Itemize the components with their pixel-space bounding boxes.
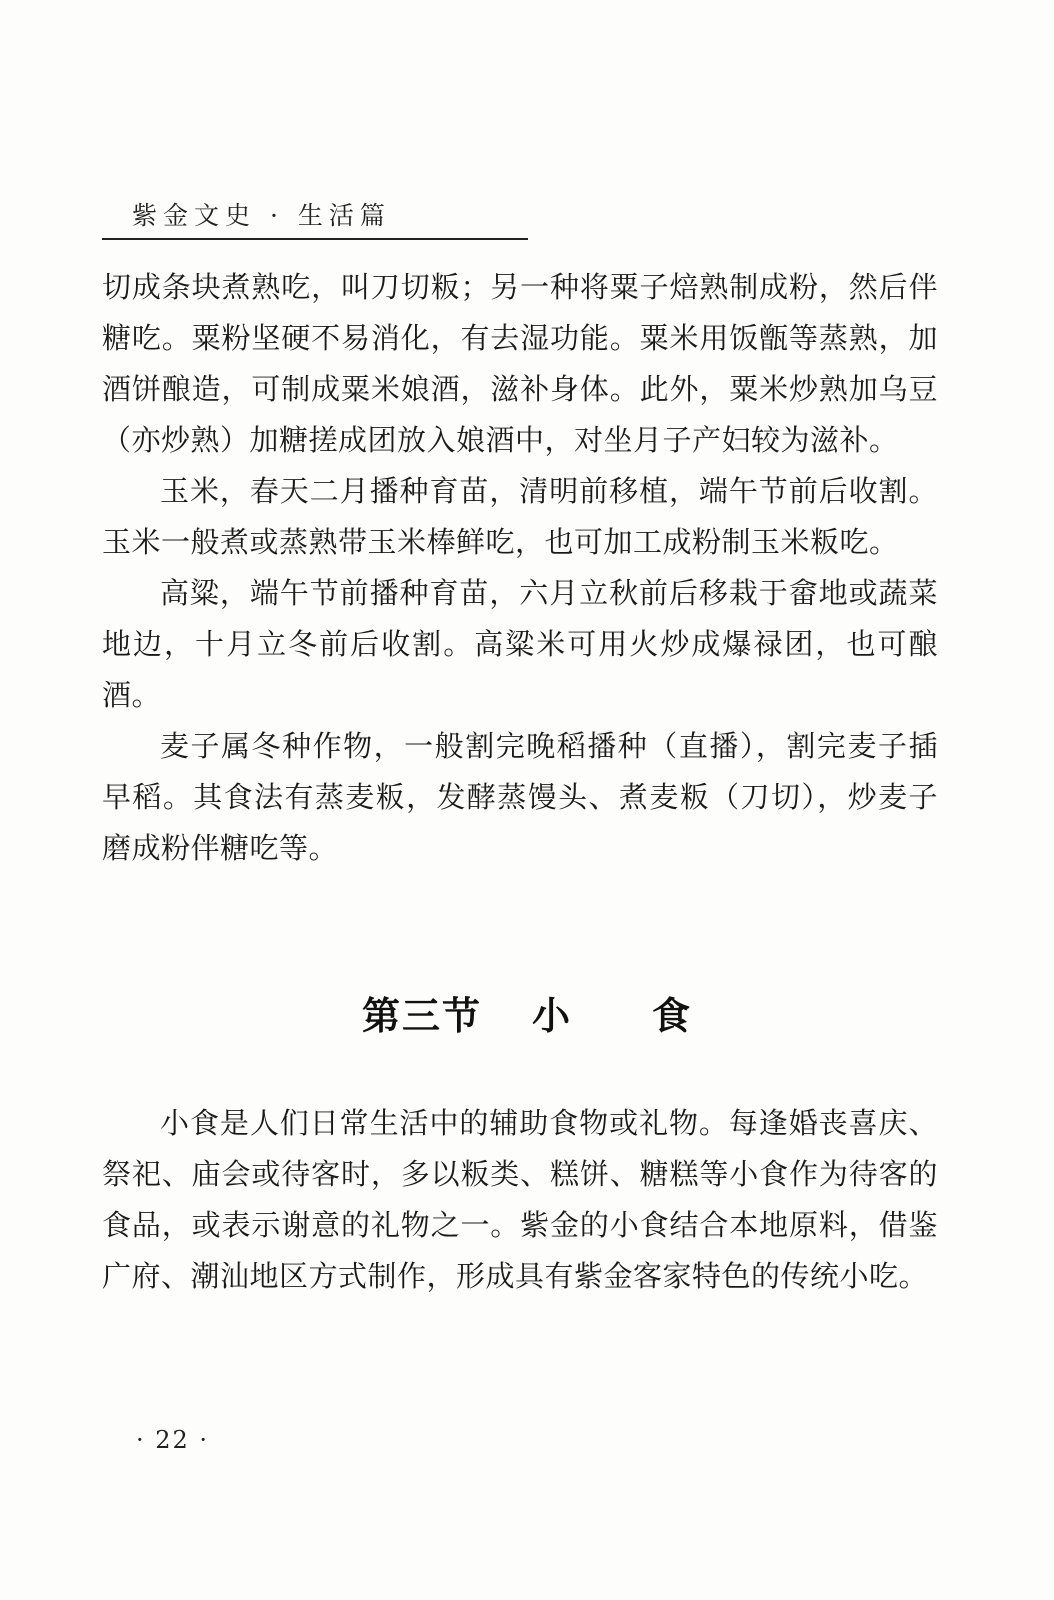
header-rule	[102, 238, 528, 240]
section-heading	[0, 985, 1054, 1040]
running-header: 紫金文史 · 生活篇	[132, 201, 391, 230]
section-heading-number: 第三节	[361, 994, 482, 1038]
paragraph-corn: 玉米，春天二月播种育苗，清明前移植，端午节前后收割。玉米一般煮或蒸熟带玉米棒鲜吃，也可加工成粉制玉米粄吃。	[102, 474, 938, 559]
paragraph-wheat: 麦子属冬种作物，一般割完晚稻播种（直播），割完麦子插早稻。其食法有蒸麦粄，发酵蒸馒头、煮麦粄（刀切），炒麦子磨成粉伴糖吃等。	[102, 729, 938, 865]
section-heading-char-1: 小	[531, 994, 572, 1038]
section-body-continued	[102, 262, 938, 874]
page-number: · 22 ·	[136, 1426, 210, 1454]
section-body-snacks	[102, 1098, 938, 1302]
paragraph-sorghum: 高粱，端午节前播种育苗，六月立秋前后移栽于畲地或蔬菜地边，十月立冬前后收割。高粱米可用火炒成爆禄团，也可酿酒。	[102, 576, 938, 712]
paragraph-snacks-intro: 小食是人们日常生活中的辅助食物或礼物。每逢婚丧喜庆、祭祀、庙会或待客时，多以粄类、糕饼、糖糕等小食作为待客的食品，或表示谢意的礼物之一。紫金的小食结合本地原料，借鉴广府、潮汕地区方式制作，形成具有紫金客家特色的传统小吃。	[102, 1106, 938, 1293]
section-heading-char-2: 食	[652, 994, 693, 1038]
paragraph-millet-continued: 切成条块煮熟吃，叫刀切粄；另一种将粟子焙熟制成粉，然后伴糖吃。粟粉坚硬不易消化，有去湿功能。粟米用饭甑等蒸熟，加酒饼酿造，可制成粟米娘酒，滋补身体。此外，粟米炒熟加乌豆（亦炒熟）加糖搓成团放入娘酒中，对坐月子产妇较为滋补。	[102, 270, 938, 457]
